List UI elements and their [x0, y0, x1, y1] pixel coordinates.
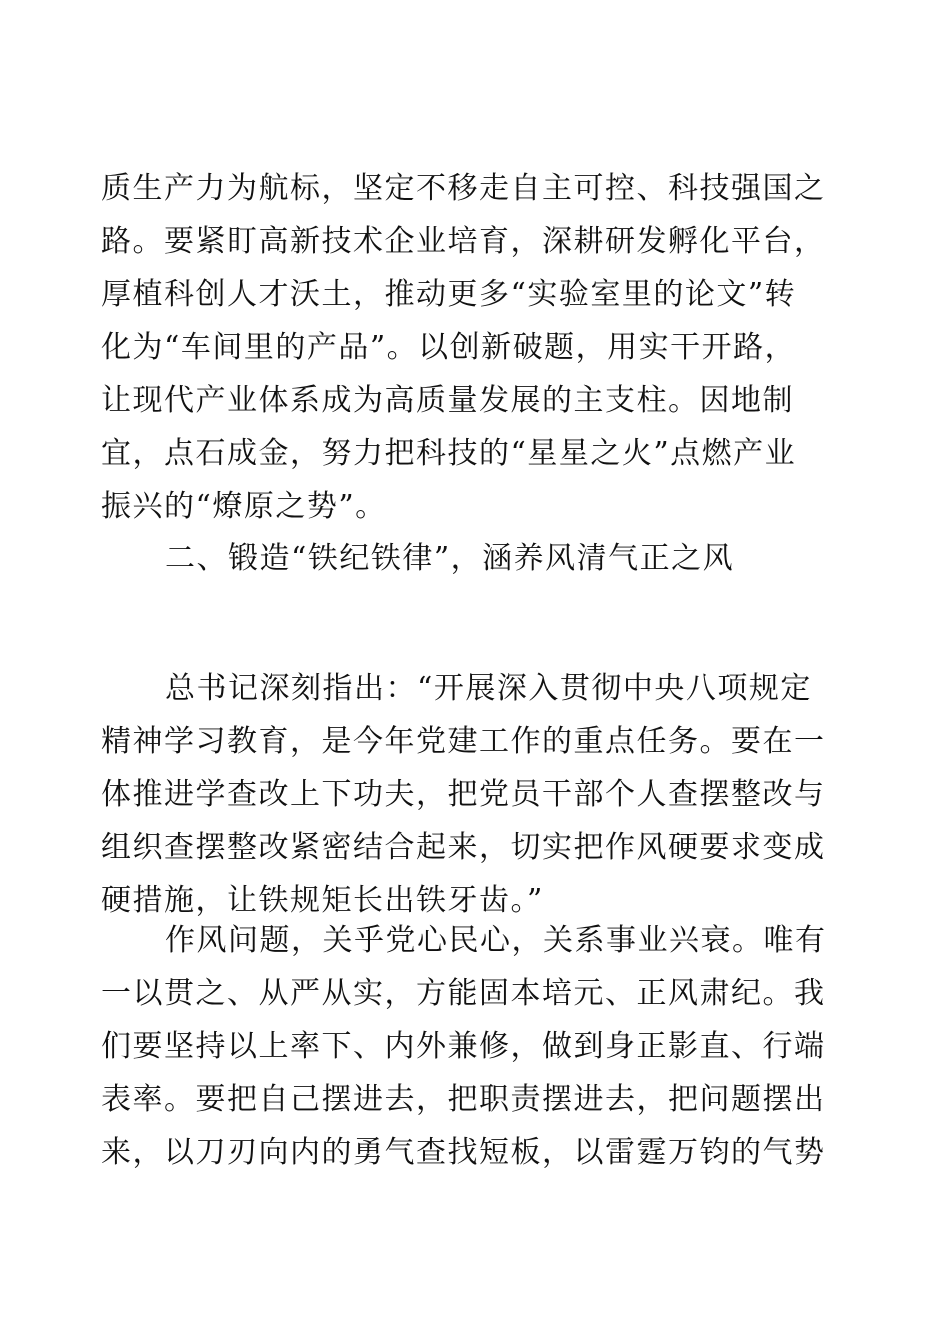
section-heading — [101, 532, 851, 585]
text-line: 让现代产业体系成为高质量发展的主支柱。因地制 — [101, 383, 794, 418]
text-line: 厚植科创人才沃土，推动更多“实验室里的论文”转 — [101, 277, 797, 312]
text-line: 振兴的“燎原之势”。 — [101, 489, 387, 524]
paragraph-quote — [101, 662, 851, 927]
section-heading-text: 二、锻造“铁纪铁律”，涵养风清气正之风 — [165, 541, 735, 576]
text-line: 来，以刀刃向内的勇气查找短板，以雷霆万钧的气势 — [101, 1135, 826, 1170]
text-line: 一以贯之、从严从实，方能固本培元、正风肃纪。我 — [101, 976, 826, 1011]
text-line: 化为“车间里的产品”。以创新破题，用实干开路， — [101, 330, 797, 365]
text-line: 体推进学查改上下功夫，把党员干部个人查摆整改与 — [101, 777, 826, 812]
text-line: 们要坚持以上率下、内外兼修，做到身正影直、行端 — [101, 1029, 826, 1064]
text-line: 作风问题，关乎党心民心，关系事业兴衰。唯有 — [165, 923, 827, 958]
text-line: 精神学习教育，是今年党建工作的重点任务。要在一 — [101, 724, 826, 759]
text-line: 组织查摆整改紧密结合起来，切实把作风硬要求变成 — [101, 830, 826, 865]
paragraph-tech-innovation — [101, 162, 851, 533]
text-line: 总书记深刻指出：“开展深入贯彻中央八项规定 — [165, 671, 812, 706]
text-line: 路。要紧盯高新技术企业培育，深耕研发孵化平台， — [101, 224, 826, 259]
text-line: 质生产力为航标，坚定不移走自主可控、科技强国之 — [101, 171, 826, 206]
text-line: 宜，点石成金，努力把科技的“星星之火”点燃产业 — [101, 436, 797, 471]
paragraph-work-style — [101, 914, 851, 1179]
text-line: 硬措施，让铁规矩长出铁牙齿。” — [101, 883, 544, 918]
text-line: 表率。要把自己摆进去，把职责摆进去，把问题摆出 — [101, 1082, 826, 1117]
